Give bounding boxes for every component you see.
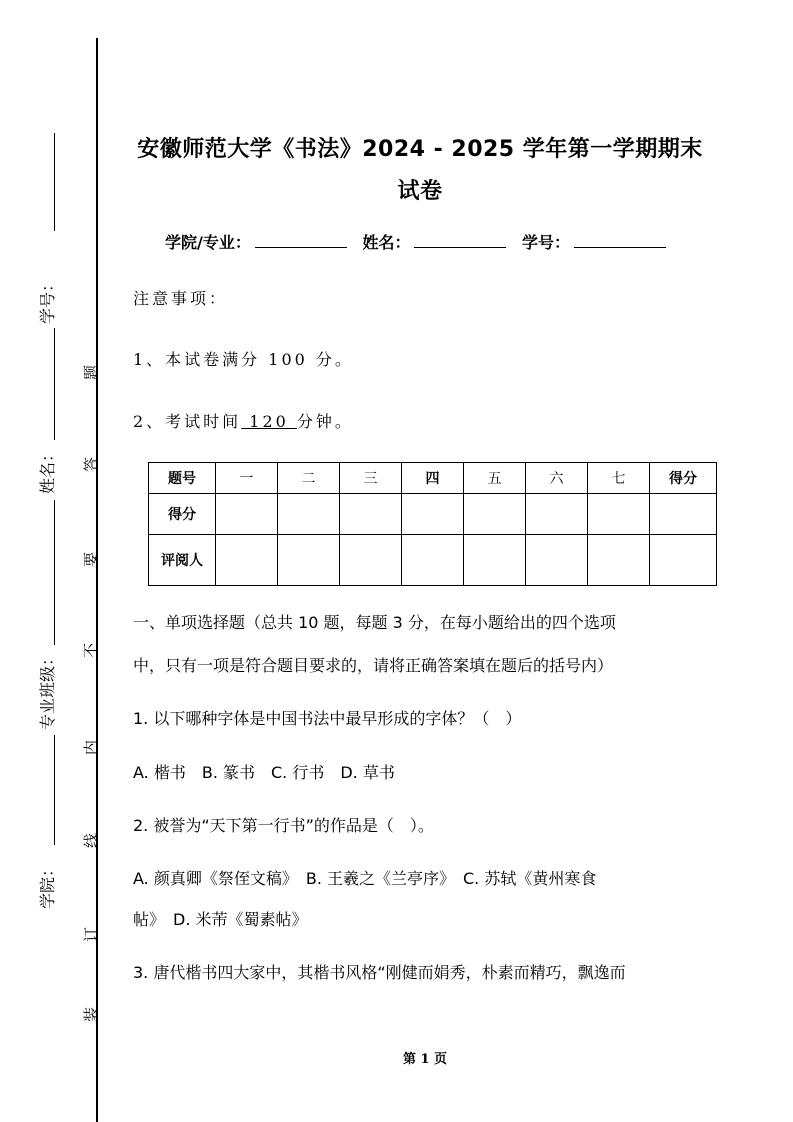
id-info-label: 学号： [522, 233, 571, 252]
page-number: 第 1 页 [402, 1052, 448, 1067]
score-cell[interactable] [650, 494, 717, 535]
score-cell[interactable] [588, 494, 650, 535]
seal-char: 内 [82, 739, 100, 755]
score-cell[interactable] [402, 494, 464, 535]
student-id-field-line [54, 133, 55, 231]
college-major-blank[interactable] [255, 233, 347, 248]
table-header: 三 [340, 463, 402, 494]
id-blank[interactable] [574, 233, 666, 248]
seal-char: 答 [82, 456, 100, 472]
table-header: 题号 [149, 463, 216, 494]
table-header: 六 [526, 463, 588, 494]
grader-cell[interactable] [402, 535, 464, 586]
class-field-line [54, 735, 55, 845]
question-1-stem: 1. 以下哪种字体是中国书法中最早形成的字体？（ ） [133, 709, 522, 728]
table-row [149, 535, 717, 586]
seal-char: 线 [82, 832, 100, 848]
grader-cell[interactable] [588, 535, 650, 586]
score-cell[interactable] [464, 494, 526, 535]
college-label: 学院： [38, 861, 57, 910]
seal-char: 装 [82, 1006, 100, 1022]
binding-line [96, 38, 98, 1122]
grader-cell[interactable] [216, 535, 278, 586]
exam-title-line1: 安徽师范大学《书法》2024 - 2025 学年第一学期期末 [137, 137, 703, 162]
score-cell[interactable] [340, 494, 402, 535]
notes-heading: 注意事项： [133, 289, 229, 308]
question-2-options-line2: 帖》 D. 米芾《蜀素帖》 [133, 910, 308, 929]
score-cell[interactable] [278, 494, 340, 535]
seal-char: 题 [82, 364, 100, 380]
student-info-row [165, 230, 676, 253]
score-cell[interactable] [526, 494, 588, 535]
question-3-stem: 3. 唐代楷书四大家中，其楷书风格“刚健而娟秀，朴素而精巧，飘逸而 [133, 963, 626, 982]
section1-instruction-line2: 中，只有一项是符合题目要求的，请将正确答案填在题后的括号内） [133, 656, 614, 675]
table-header: 四 [402, 463, 464, 494]
grader-cell[interactable] [526, 535, 588, 586]
name-info-label: 姓名： [362, 233, 411, 252]
row-label: 得分 [149, 494, 216, 535]
note-item-1: 1、本试卷满分 100 分。 [133, 350, 354, 369]
college-major-label: 学院/专业： [165, 233, 251, 252]
table-row [149, 494, 717, 535]
table-header: 五 [464, 463, 526, 494]
score-table [148, 462, 717, 586]
grader-cell[interactable] [340, 535, 402, 586]
name-field-line-top [54, 328, 55, 440]
seal-char: 不 [82, 642, 100, 658]
question-2-stem: 2. 被誉为“天下第一行书”的作品是（ ）。 [133, 816, 434, 835]
score-cell[interactable] [216, 494, 278, 535]
table-header: 七 [588, 463, 650, 494]
class-label: 专业班级： [38, 650, 57, 731]
exam-duration: 120 [241, 412, 297, 431]
section1-instruction-line1: 一、单项选择题（总共 10 题，每题 3 分，在每小题给出的四个选项 [133, 613, 616, 632]
table-header: 二 [278, 463, 340, 494]
name-blank[interactable] [414, 233, 506, 248]
name-label: 姓名： [38, 446, 57, 495]
grader-cell[interactable] [464, 535, 526, 586]
name-field-line-bottom [54, 500, 55, 645]
grader-cell[interactable] [278, 535, 340, 586]
student-id-label: 学号： [38, 276, 57, 325]
row-label: 评阅人 [149, 535, 216, 586]
question-2-options-line1: A. 颜真卿《祭侄文稿》 B. 王羲之《兰亭序》 C. 苏轼《黄州寒食 [133, 869, 597, 888]
table-header: 一 [216, 463, 278, 494]
table-header: 得分 [650, 463, 717, 494]
question-1-options: A. 楷书 B. 篆书 C. 行书 D. 草书 [133, 763, 395, 782]
note-item-2: 2、考试时间 120 分钟。 [133, 412, 354, 431]
grader-cell[interactable] [650, 535, 717, 586]
seal-char: 要 [82, 551, 100, 567]
seal-char: 订 [82, 926, 100, 942]
exam-title-line2: 试卷 [397, 179, 443, 204]
